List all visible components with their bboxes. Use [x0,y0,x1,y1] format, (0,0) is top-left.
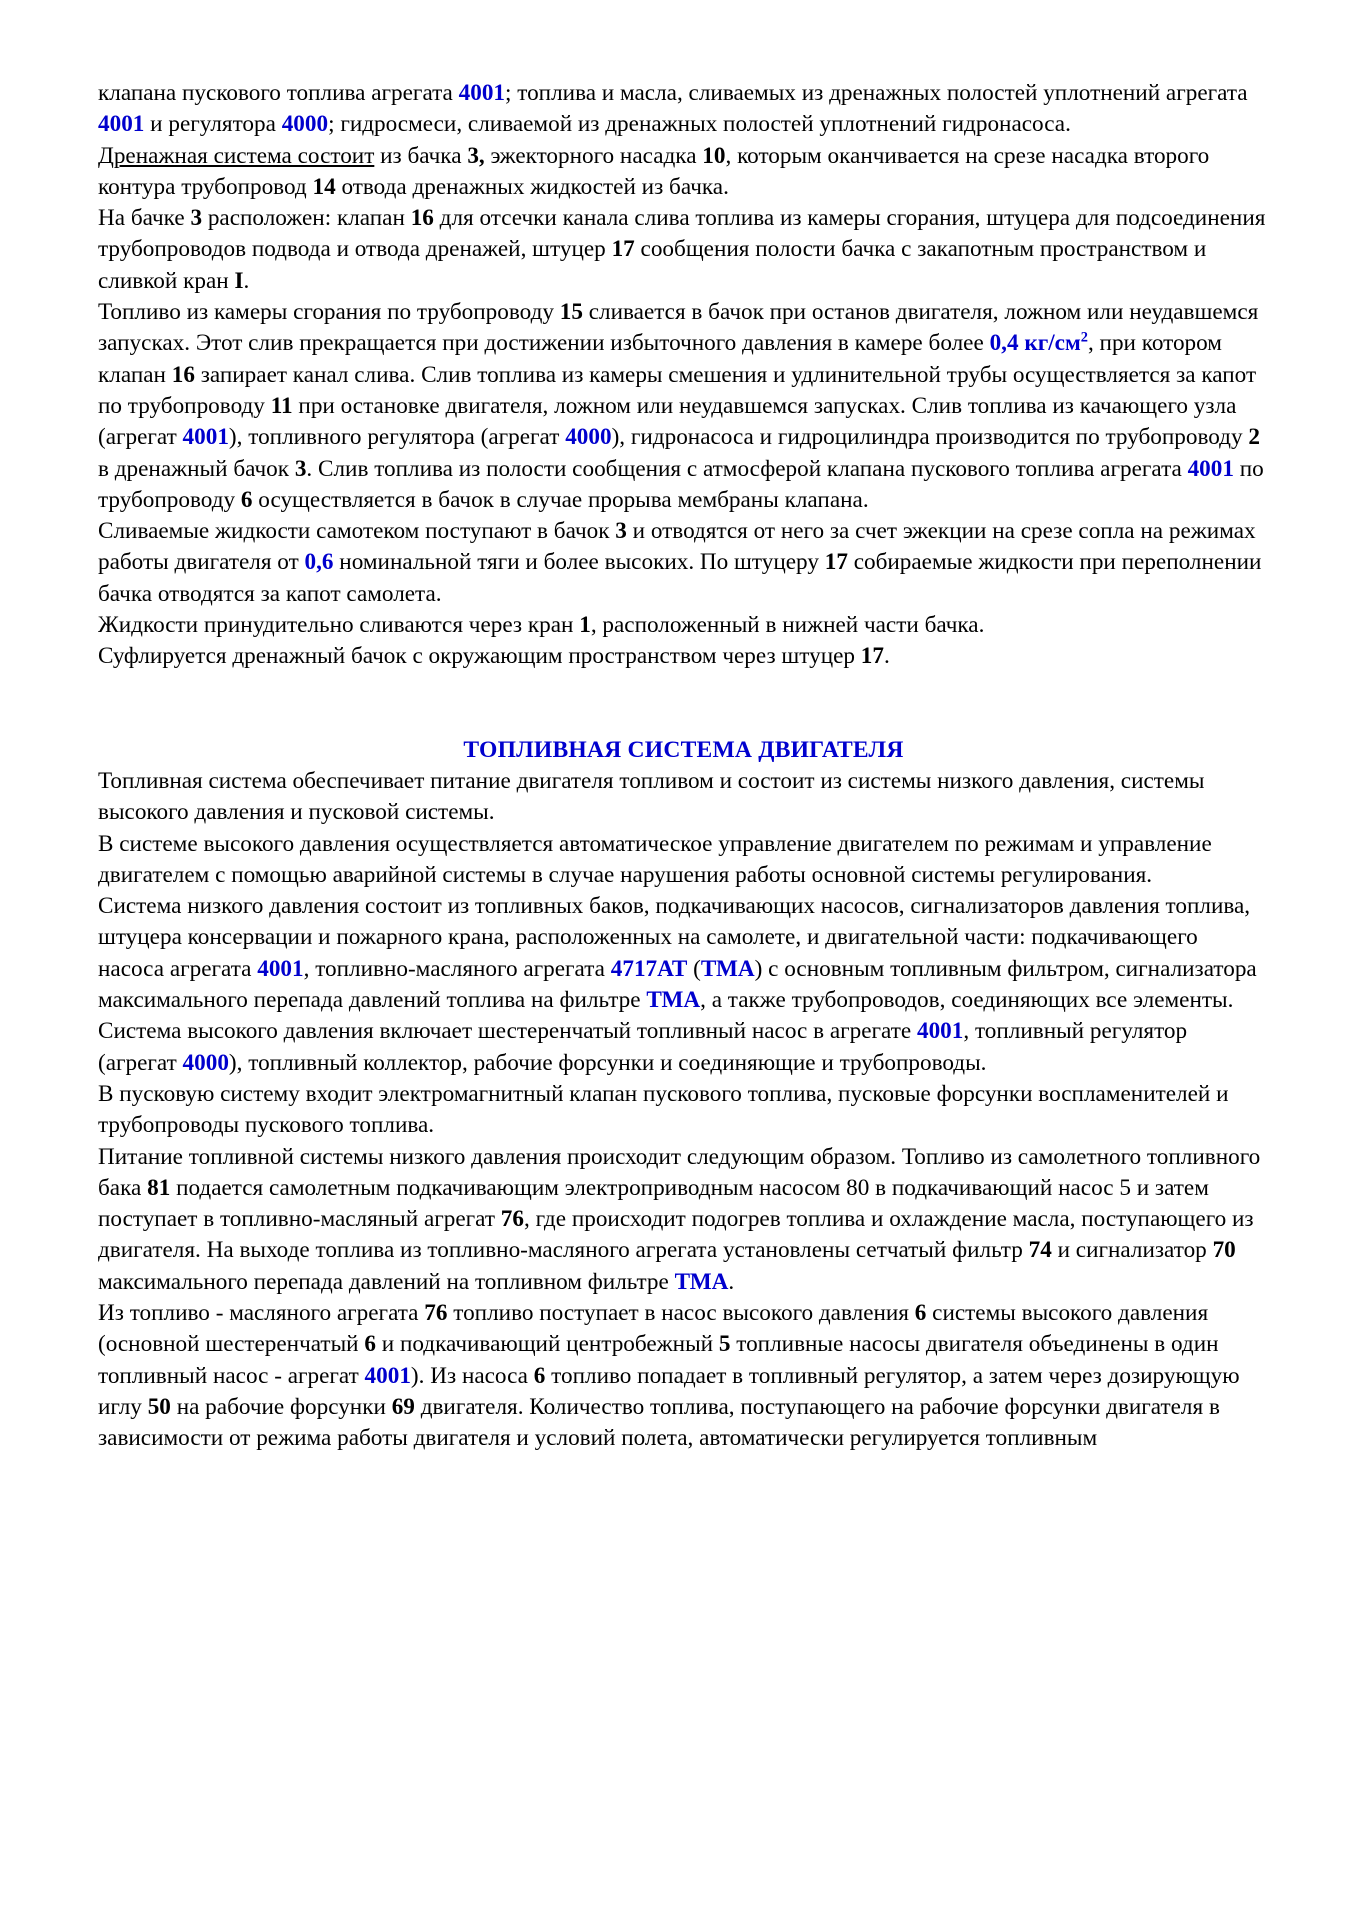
text-segment: топливо попадает в топливный регулятор, а затем через дозирующую иглу [98,1362,1240,1420]
text-segment: топливные насосы двигателя объединены в один топливный насос - агрегат [98,1331,1219,1389]
text-segment: и сигнализатор [1051,1237,1213,1264]
item-number: 2 [1248,424,1260,451]
text-segment: Суфлируется дренажный бачок с окружающим пространством через штуцер [98,643,861,670]
item-number: 6 [533,1362,546,1389]
text-segment: осуществляется в бачок в случае прорыва мембраны клапана. [252,486,869,513]
text-segment: запирает канал слива. Слив топлива из камеры смешения и удлинительной трубы осуществляется за капот по трубопроводу [98,361,1257,419]
part-reference: ТМА [674,1268,729,1295]
text-segment: по трубопроводу [98,455,1264,513]
text-segment: , топливный регулятор (агрегат [98,1018,1188,1076]
text-segment: при остановке двигателя, ложном или неудавшемся запусках. Слив топлива из качающего узла (агрегат [98,392,1237,451]
item-number: 3 [615,518,627,545]
paragraph-starter-system: В пусковую систему входит электромагнитный клапан пускового топлива, пусковые форсунки воспламенителей и трубопроводы пускового топлива. [98,1080,1229,1139]
item-number: 76 [500,1206,524,1233]
paragraph-drainage-system [98,141,1269,204]
text-segment: . [243,267,250,294]
text-segment: Жидкости принудительно сливаются через кран [98,612,580,639]
paragraph-high-pressure-control: В системе высокого давления осуществляется автоматическое управление двигателем по режимам и управление двигателем с помощью аварийной системы в случае нарушения работы основной системы регулирования. [98,830,1212,888]
item-number: 1 [579,612,591,639]
pressure-value [990,330,1088,356]
pressure-value-text: 0,4 кг/см [989,330,1081,357]
paragraph-high-pressure-system [98,1016,1269,1079]
item-number: 69 [391,1393,415,1420]
text-segment: , при котором клапан [98,330,1222,388]
text-segment: Топливо из камеры сгорания по трубопроводу [98,299,560,326]
part-reference: ТМА [646,987,701,1014]
text-segment: ( [687,955,701,982]
text-segment: ). Из насоса [410,1362,534,1389]
text-segment: ), гидронасоса и гидроцилиндра производится по трубопроводу [611,424,1249,451]
text-segment: и отводятся от него за счет эжекции на срезе сопла на режимах работы двигателя от [98,518,1256,576]
item-number: 3, [467,142,485,169]
part-reference: 4000 [182,1049,229,1076]
item-number: 70 [1212,1237,1236,1264]
text-segment: , расположенный в нижней части бачка. [590,612,985,639]
text-segment: клапана пускового топлива агрегата [98,80,459,106]
item-number: 81 [147,1174,171,1201]
paragraph-low-pressure-system [98,891,1269,1016]
paragraph-forced-drain [98,610,1269,641]
part-reference: 4001 [98,111,145,138]
part-reference: 4717АТ [610,955,688,982]
text-segment: топливо поступает в насос высокого давления [447,1299,915,1326]
text-segment: отвода дренажных жидкостей из бачка. [335,173,729,200]
text-segment: . [728,1268,735,1295]
item-number: 76 [424,1299,448,1326]
text-segment: ; топлива и масла, сливаемых из дренажных полостей уплотнений агрегата [505,80,1248,106]
paragraph-ejection [98,516,1269,610]
part-reference: 4001 [916,1018,964,1045]
text-segment: на рабочие форсунки [170,1393,392,1420]
paragraph-low-pressure-feed [98,1142,1269,1298]
item-number: 3 [294,455,307,482]
section-spacer [98,673,1269,735]
text-segment: эжекторного насадка [484,142,703,169]
item-number: 15 [559,299,583,326]
text-segment: собираемые жидкости при переполнении бачка отводятся за капот самолета. [98,549,1262,607]
text-segment: На бачке [98,205,191,232]
item-number: 11 [270,392,293,419]
text-segment: для отсечки канала слива топлива из камеры сгорания, штуцера для подсоединения трубопроводов подвода и отвода дренажей, штуцер [98,205,1266,263]
text-segment: сливается в бачок при останов двигателя, ложном или неудавшемся запусках. Этот слив прекращается при достижении избыточного давления в камере более [98,299,1259,357]
text-segment: , где происходит подогрев топлива и охлаждение масла, поступающего из двигателя. На выходе топлива из топливно-масляного агрегата установлены сетчатый фильтр [98,1206,1254,1264]
item-number: 6 [240,486,253,513]
item-number: 10 [702,142,726,169]
text-segment: и регулятора [144,111,282,138]
item-number: 6 [364,1331,376,1358]
item-number: 16 [171,361,195,388]
text-segment: Питание топливной системы низкого давления происходит следующим образом. Топливо из самолетного топливного бака [98,1143,1261,1201]
text-segment: . [883,643,890,670]
item-number: 17 [824,549,848,576]
part-reference: 4000 [281,111,329,138]
text-segment: ) с основным топливным фильтром, сигнализатора максимального перепада давлений топлива на фильтре [98,955,1257,1014]
part-reference: 4001 [1187,455,1234,482]
text-segment: Система высокого давления включает шестеренчатый топливный насос в агрегате [98,1018,917,1045]
item-number: 50 [147,1393,171,1420]
text-segment: номинальной тяги и более высоких. По штуцеру [333,549,825,576]
paragraph-venting [98,641,1269,672]
item-number: 74 [1028,1237,1052,1264]
part-reference: 4000 [565,424,612,451]
paragraph-fuel-drain-process [98,297,1269,516]
paragraph-tank-components [98,203,1269,297]
text-segment: двигателя. Количество топлива, поступающего на рабочие форсунки двигателя в зависимости от режима работы двигателя и условий полета, автоматически регулируется топливным [98,1393,1220,1452]
document-body [98,78,1269,1454]
text-segment: ), топливный коллектор, рабочие форсунки и соединяющие и трубопроводы. [228,1049,987,1076]
item-number: 5 [718,1331,731,1358]
item-number: 3 [190,205,203,232]
part-reference: 4001 [364,1362,411,1389]
emphasis-underline: Дренажная система состоит [98,142,375,169]
text-segment: Из топливо - масляного агрегата [98,1299,425,1326]
text-segment: Сливаемые жидкости самотеком поступают в бачок [98,518,616,545]
paragraph-drainage-valve [98,78,1269,141]
part-reference: ТМА [700,955,755,982]
item-number: 17 [611,236,635,263]
item-number: I [234,267,244,294]
text-segment: , а также трубопроводов, соединяющих все элементы. [700,987,1234,1014]
text-segment: ; гидросмеси, сливаемой из дренажных полостей уплотнений гидронасоса. [328,111,1071,138]
item-number: 17 [860,643,884,670]
text-segment: ), топливного регулятора (агрегат [228,424,566,451]
text-segment: системы высокого давления (основной шестеренчатый [98,1299,1209,1358]
item-number: 14 [312,173,336,200]
part-reference: 4001 [458,80,506,106]
section-heading: ТОПЛИВНАЯ СИСТЕМА ДВИГАТЕЛЯ [463,736,904,763]
text-segment: в дренажный бачок [98,455,295,482]
item-number: 6 [914,1299,927,1326]
paragraph-fuel-system-overview: Топливная система обеспечивает питание двигателя топливом и состоит из системы низкого давления, системы высокого давления и пусковой системы. [98,767,1205,826]
part-reference: 4001 [257,955,304,982]
text-segment: , которым оканчивается на срезе насадка второго контура трубопровод [98,142,1210,200]
text-segment: максимального перепада давлений на топливном фильтре [98,1268,675,1295]
text-segment: . Слив топлива из полости сообщения с атмосферой клапана пускового топлива агрегата [306,455,1188,482]
text-segment: подается самолетным подкачивающим электроприводным насосом 80 в подкачивающий насос 5 и затем поступает в топливно-масляный агрегат [98,1174,1209,1233]
item-number: 16 [410,205,434,232]
text-segment: сообщения полости бачка с закапотным пространством и сливкой кран [98,236,1207,294]
part-reference: 4001 [182,424,229,451]
thrust-fraction-value: 0,6 [304,549,334,576]
text-segment: из бачка [374,142,468,169]
text-segment: расположен: клапан [202,205,411,232]
text-segment: , топливно-масляного агрегата [303,955,611,982]
text-segment: Система низкого давления состоит из топливных баков, подкачивающих насосов, сигнализаторов давления топлива, штуцера консервации и пожарного крана, расположенных на самолете, и двигательной части: подкачивающего насоса агрегата [98,893,1251,982]
pressure-exponent: 2 [1080,329,1088,346]
paragraph-fuel-path-to-nozzles [98,1298,1269,1454]
text-segment: и подкачивающий центробежный [375,1331,719,1358]
